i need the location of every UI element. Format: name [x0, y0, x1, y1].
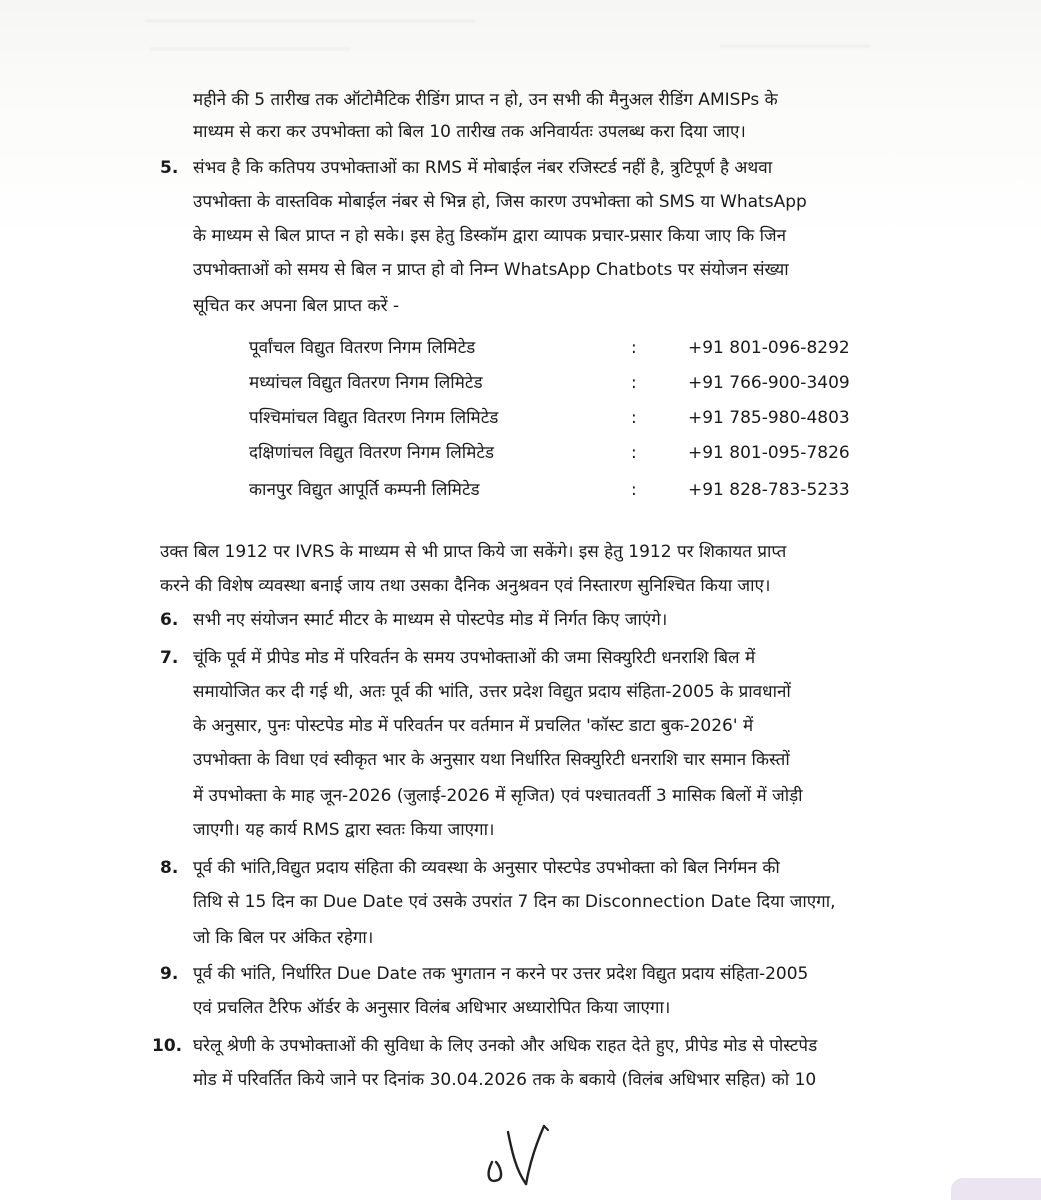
point-7-line: चूंकि पूर्व में प्रीपेड मोड में परिवर्तन के समय उपभोक्ताओं की जमा सिक्युरिटी धनराशि बिल में [193, 648, 756, 668]
bleed-mark [150, 48, 350, 50]
discom-name: मध्यांचल विद्युत वितरण निगम लिमिटेड [249, 373, 483, 393]
point-9-line: पूर्व की भांति, निर्धारित Due Date तक भुगतान न करने पर उत्तर प्रदेश विद्युत प्रदाय संहिता-2005 [193, 964, 809, 984]
contact-row [0, 406, 1041, 432]
intro-line: माध्यम से करा कर उपभोक्ता को बिल 10 तारीख तक अनिवार्यतः उपलब्ध करा दिया जाए। [193, 122, 746, 142]
discom-name: कानपुर विद्युत आपूर्ति कम्पनी लिमिटेड [249, 480, 480, 500]
phone-number: +91 801-096-8292 [688, 338, 850, 358]
phone-number: +91 766-900-3409 [688, 373, 850, 393]
ivrs-line: उक्त बिल 1912 पर IVRS के माध्यम से भी प्राप्त किये जा सकेंगे। इस हेतु 1912 पर शिकायत प्राप्त [160, 542, 787, 562]
point-number: 6. [160, 610, 179, 630]
ivrs-line: करने की विशेष व्यवस्था बनाई जाय तथा उसका दैनिक अनुश्रवन एवं निस्तारण सुनिश्चित किया जाए। [160, 576, 771, 596]
point-10-line: मोड में परिवर्तित किये जाने पर दिनांक 30.04.2026 तक के बकाये (विलंब अधिभार सहित) को 10 [193, 1070, 817, 1090]
intro-line: महीने की 5 तारीख तक ऑटोमैटिक रीडिंग प्राप्त न हो, उन सभी की मैनुअल रीडिंग AMISPs के [193, 90, 778, 110]
separator: : [631, 480, 637, 500]
discom-name: पश्चिमांचल विद्युत वितरण निगम लिमिटेड [249, 408, 499, 428]
separator: : [631, 373, 637, 393]
point-5-line: उपभोक्ता के वास्तविक मोबाईल नंबर से भिन्न हो, जिस कारण उपभोक्ता को SMS या WhatsApp [193, 192, 807, 212]
phone-number: +91 828-783-5233 [688, 480, 850, 500]
point-5-line: सूचित कर अपना बिल प्राप्त करें - [193, 296, 400, 316]
bleed-mark [145, 20, 475, 22]
phone-number: +91 785-980-4803 [688, 408, 850, 428]
point-number: 5. [160, 158, 179, 178]
point-7-line: समायोजित कर दी गई थी, अतः पूर्व की भांति, उत्तर प्रदेश विद्युत प्रदाय संहिता-2005 के प्रावधानों [193, 682, 791, 702]
contact-row [0, 371, 1041, 397]
separator: : [631, 338, 637, 358]
corner-tab [951, 1178, 1041, 1200]
separator: : [631, 443, 637, 463]
point-number: 10. [152, 1036, 183, 1056]
signature-mark [478, 1122, 568, 1192]
point-6-line: सभी नए संयोजन स्मार्ट मीटर के माध्यम से पोस्टपेड मोड में निर्गत किए जाएंगे। [193, 610, 668, 630]
point-8-line: जो कि बिल पर अंकित रहेगा। [193, 928, 374, 948]
point-5-line: के माध्यम से बिल प्राप्त न हो सके। इस हेतु डिस्कॉम द्वारा व्यापक प्रचार-प्रसार किया जाए कि जिन [193, 226, 787, 246]
point-number: 9. [160, 964, 179, 984]
point-number: 7. [160, 648, 179, 668]
point-7-line: जाएगी। यह कार्य RMS द्वारा स्वतः किया जाएगा। [193, 820, 495, 840]
discom-name: पूर्वांचल विद्युत वितरण निगम लिमिटेड [249, 338, 476, 358]
point-number: 8. [160, 858, 179, 878]
point-5-line: उपभोक्ताओं को समय से बिल न प्राप्त हो वो निम्न WhatsApp Chatbots पर संयोजन संख्या [193, 260, 789, 280]
contact-row [0, 478, 1041, 504]
point-5-line: संभव है कि कतिपय उपभोक्ताओं का RMS में मोबाईल नंबर रजिस्टर्ड नहीं है, त्रुटिपूर्ण है अथवा [193, 158, 773, 178]
phone-number: +91 801-095-7826 [688, 443, 850, 463]
point-7-line: के अनुसार, पुनः पोस्टपेड मोड में परिवर्तन पर वर्तमान में प्रचलित 'कॉस्ट डाटा बुक-2026' में [193, 716, 754, 736]
contact-row [0, 336, 1041, 362]
point-7-line: में उपभोक्ता के माह जून-2026 (जुलाई-2026 में सृजित) एवं पश्चातवर्ती 3 मासिक बिलों में जोड़ी [193, 786, 803, 806]
contact-row [0, 441, 1041, 467]
point-10-line: घरेलू श्रेणी के उपभोक्ताओं की सुविधा के लिए उनको और अधिक राहत देते हुए, प्रीपेड मोड से पोस्टपेड [193, 1036, 818, 1056]
bleed-mark [720, 45, 870, 47]
discom-name: दक्षिणांचल विद्युत वितरण निगम लिमिटेड [249, 443, 495, 463]
point-9-line: एवं प्रचलित टैरिफ ऑर्डर के अनुसार विलंब अधिभार अध्यारोपित किया जाएगा। [193, 998, 671, 1018]
point-8-line: पूर्व की भांति,विद्युत प्रदाय संहिता की व्यवस्था के अनुसार पोस्टपेड उपभोक्ता को बिल निर्गमन की [193, 858, 780, 878]
point-7-line: उपभोक्ता के विधा एवं स्वीकृत भार के अनुसार यथा निर्धारित सिक्युरिटी धनराशि चार समान किस्तों [193, 750, 790, 770]
point-8-line: तिथि से 15 दिन का Due Date एवं उसके उपरांत 7 दिन का Disconnection Date दिया जाएगा, [193, 892, 836, 912]
separator: : [631, 408, 637, 428]
